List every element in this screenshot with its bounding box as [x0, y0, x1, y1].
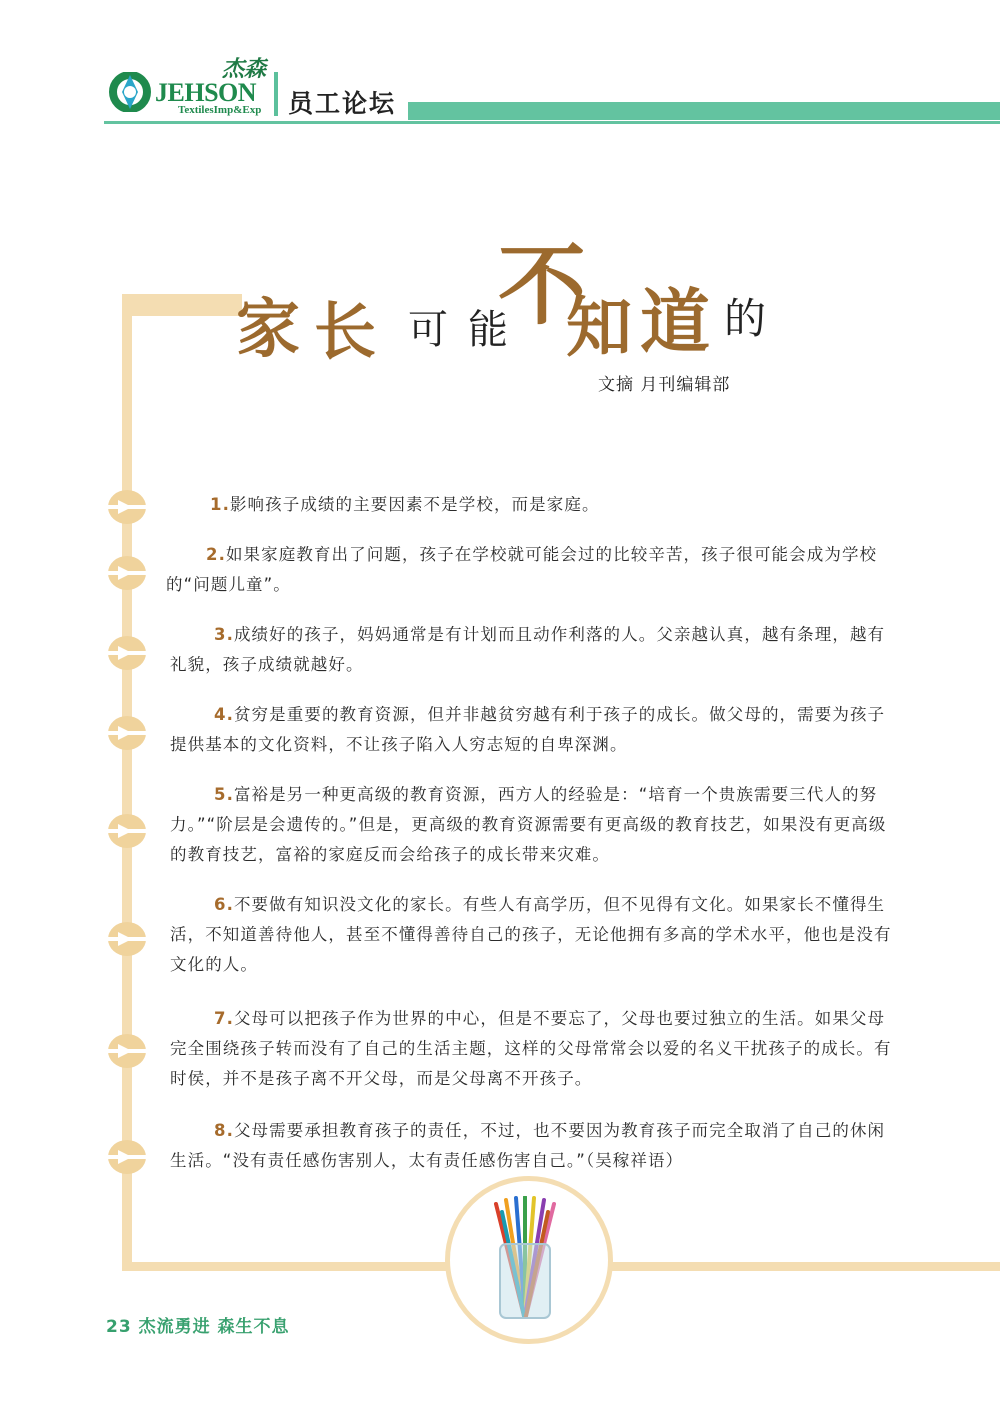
page-header	[0, 0, 1000, 130]
title-char: 的	[724, 294, 767, 343]
title-char: 道	[640, 281, 710, 363]
list-item: 6.不要做有知识没文化的家长。有些人有高学历，但不见得有文化。如果家长不懂得生活，不知道善待他人，甚至不懂得善待自己的孩子，无论他拥有多高的学术水平，他也是没有文化的人。	[170, 895, 892, 974]
title-char: 家	[236, 293, 300, 367]
page-number: 23	[106, 1317, 132, 1337]
article-title	[236, 226, 796, 368]
logo-text: JEHSON	[155, 78, 257, 107]
logo-subtitle: TextilesImp&Exp	[178, 104, 262, 116]
section-title: 员工论坛	[288, 89, 397, 118]
list-item: 2.如果家庭教育出了问题，孩子在学校就可能会过的比较辛苦，孩子很可能会成为学校的“问题儿童”。	[166, 545, 878, 594]
jehson-logo-icon	[108, 72, 152, 112]
list-item: 8.父母需要承担教育孩子的责任，不过，也不要因为教育孩子而完全取消了自己的休闲生活。“没有责任感伤害别人，太有责任感伤害自己。”（吴稼祥语）	[170, 1121, 886, 1170]
bullet-icon	[108, 490, 146, 524]
bullet-icon	[108, 636, 146, 670]
pencil-cup-icon	[488, 1196, 562, 1320]
page-footer	[106, 1312, 290, 1337]
title-char: 不	[498, 234, 587, 337]
byline: 文摘 月刊编辑部	[598, 375, 731, 395]
list-item: 1.影响孩子成绩的主要因素不是学校，而是家庭。	[210, 495, 600, 514]
bullet-icon	[108, 716, 146, 750]
logo-chinese-name: 杰森	[222, 56, 267, 82]
bullet-icon	[108, 922, 146, 956]
bullet-icon	[108, 556, 146, 590]
title-char: 长	[314, 295, 377, 368]
bullet-icon	[108, 1034, 146, 1068]
footer-slogan: 杰流勇进 森生不息	[138, 1317, 290, 1337]
bullet-icon	[108, 1140, 146, 1174]
title-char: 知	[566, 289, 632, 366]
list-item: 7.父母可以把孩子作为世界的中心，但是不要忘了，父母也要过独立的生活。如果父母完全围绕孩子转而没有了自己的生活主题，这样的父母常常会以爱的名义干扰孩子的成长。有时侯，并不是孩子离不开父母，而是父母离不开孩子。	[170, 1009, 892, 1088]
header-green-line	[104, 121, 1000, 124]
title-char: 能	[468, 307, 508, 353]
list-item: 5.富裕是另一种更高级的教育资源，西方人的经验是：“培育一个贵族需要三代人的努力。”“阶层是会遗传的。”但是，更高级的教育资源需要有更高级的教育技艺，如果没有更高级的教育技艺，富裕的家庭反而会给孩子的成长带来灾难。	[170, 785, 887, 864]
frame-left-bar	[122, 294, 132, 1271]
title-char: 可	[408, 307, 448, 353]
list-item: 3.成绩好的孩子，妈妈通常是有计划而且动作利落的人。父亲越认真，越有条理，越有礼貌，孩子成绩就越好。	[170, 625, 886, 674]
header-divider	[274, 72, 278, 116]
list-item: 4.贫穷是重要的教育资源，但并非越贫穷越有利于孩子的成长。做父母的，需要为孩子提供基本的文化资料，不让孩子陷入人穷志短的自卑深渊。	[170, 705, 886, 754]
header-green-bar	[408, 102, 1000, 120]
bullet-icon	[108, 814, 146, 848]
frame-top-bar	[122, 294, 242, 316]
